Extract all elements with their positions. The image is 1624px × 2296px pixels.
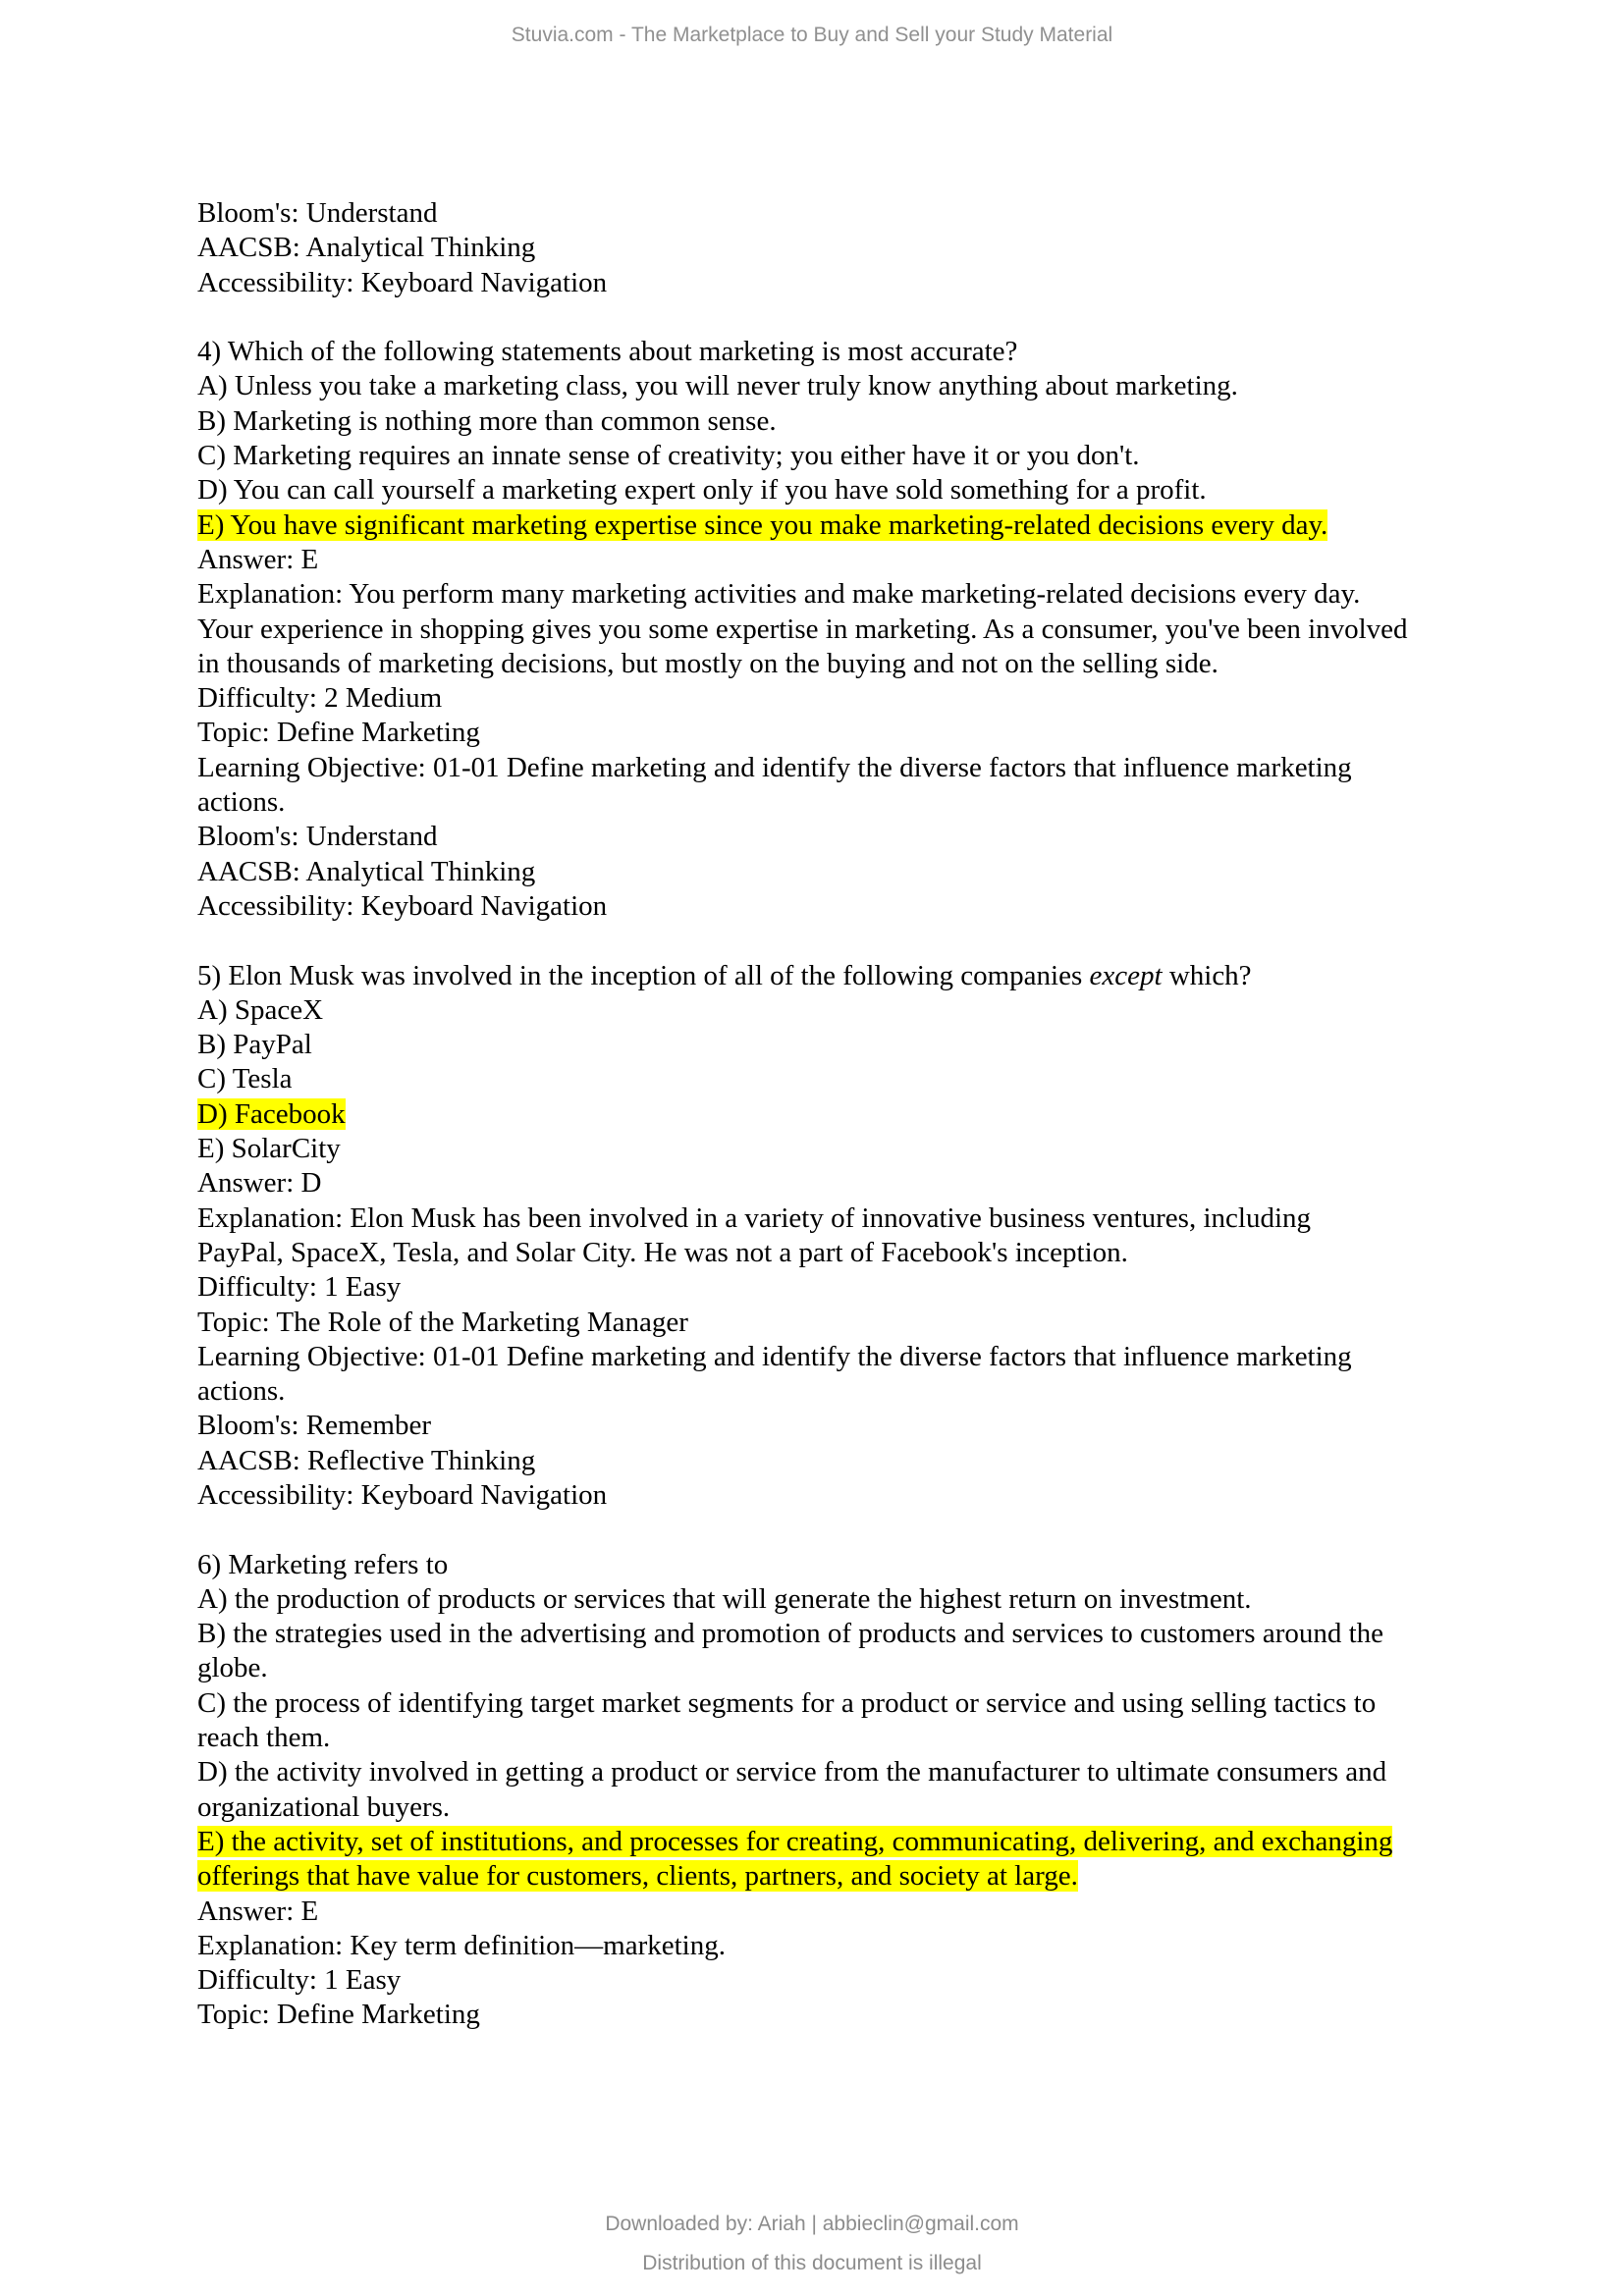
question-4-topic: Topic: Define Marketing xyxy=(197,717,480,749)
blank-line xyxy=(197,300,1493,335)
highlighted-answer: D) Facebook xyxy=(197,1097,346,1130)
text-line: Accessibility: Keyboard Navigation xyxy=(197,266,608,298)
question-5-option-b: B) PayPal xyxy=(197,1029,312,1061)
question-4-difficulty: Difficulty: 2 Medium xyxy=(197,682,443,715)
question-5-learning-objective: Learning Objective: 01-01 Define marketing and identify the diverse factors that influence marketing xyxy=(197,1340,1352,1372)
highlighted-answer: E) the activity, set of institutions, and processes for creating, communicating, delivering, and exchanging xyxy=(197,1825,1393,1857)
document-body xyxy=(197,196,1493,2033)
question-4-explanation: Your experience in shopping gives you some expertise in marketing. As a consumer, you've been involved xyxy=(197,613,1408,645)
question-6-option-a: A) the production of products or services that will generate the highest return on investment. xyxy=(197,1582,1252,1615)
question-6-option-e xyxy=(197,1859,1493,1894)
question-4-option-a: A) Unless you take a marketing class, you will never truly know anything about marketing. xyxy=(197,370,1238,402)
question-4-explanation: in thousands of marketing decisions, but mostly on the buying and not on the selling side. xyxy=(197,647,1218,679)
question-4-accessibility: Accessibility: Keyboard Navigation xyxy=(197,889,608,922)
highlighted-answer: offerings that have value for customers, clients, partners, and society at large. xyxy=(197,1860,1078,1893)
question-5-stem-text: 5) Elon Musk was involved in the inception of all of the following companies xyxy=(197,959,1090,991)
question-6-explanation: Explanation: Key term definition—marketing. xyxy=(197,1929,726,1961)
question-5-blooms: Bloom's: Remember xyxy=(197,1410,432,1442)
question-5-accessibility: Accessibility: Keyboard Navigation xyxy=(197,1478,608,1511)
question-6-difficulty: Difficulty: 1 Easy xyxy=(197,1964,402,1997)
question-5-aacsb: AACSB: Reflective Thinking xyxy=(197,1444,536,1476)
question-5-stem xyxy=(197,959,1493,993)
blank-line xyxy=(197,924,1493,958)
question-6-option-b: globe. xyxy=(197,1652,268,1684)
question-4-explanation: Explanation: You perform many marketing activities and make marketing-related decisions every day. xyxy=(197,578,1361,611)
question-5-explanation: PayPal, SpaceX, Tesla, and Solar City. He was not a part of Facebook's inception. xyxy=(197,1236,1128,1268)
question-6-stem: 6) Marketing refers to xyxy=(197,1548,449,1580)
blank-line xyxy=(197,1513,1493,1547)
question-6-option-c: C) the process of identifying target market segments for a product or service and using selling tactics to xyxy=(197,1686,1377,1719)
question-5-option-c: C) Tesla xyxy=(197,1063,293,1095)
question-6-answer: Answer: E xyxy=(197,1895,319,1927)
question-4-learning-objective: Learning Objective: 01-01 Define marketing and identify the diverse factors that influence marketing xyxy=(197,751,1352,783)
question-4-blooms: Bloom's: Understand xyxy=(197,821,438,853)
footer-distribution-notice: Distribution of this document is illegal xyxy=(642,2252,982,2274)
question-6-topic: Topic: Define Marketing xyxy=(197,1999,480,2031)
question-4-aacsb: AACSB: Analytical Thinking xyxy=(197,855,536,887)
question-5-option-a: A) SpaceX xyxy=(197,993,324,1026)
question-4-option-b: B) Marketing is nothing more than common sense. xyxy=(197,404,777,437)
question-4-answer: Answer: E xyxy=(197,543,319,575)
question-5-option-e: E) SolarCity xyxy=(197,1133,341,1165)
question-5-stem-text: which? xyxy=(1162,959,1252,991)
text-line: AACSB: Analytical Thinking xyxy=(197,232,536,264)
question-5-explanation: Explanation: Elon Musk has been involved in a variety of innovative business ventures, including xyxy=(197,1201,1312,1234)
question-5-learning-objective: actions. xyxy=(197,1375,286,1408)
page-header: Stuvia.com - The Marketplace to Buy and Sell your Study Material xyxy=(511,24,1113,46)
question-5-emphasis: except xyxy=(1089,959,1163,991)
question-6-option-b: B) the strategies used in the advertising and promotion of products and services to customers around the xyxy=(197,1618,1384,1650)
question-6-option-d: organizational buyers. xyxy=(197,1790,451,1823)
question-6-option-d: D) the activity involved in getting a product or service from the manufacturer to ultimate consumers and xyxy=(197,1756,1387,1789)
text-line: Bloom's: Understand xyxy=(197,197,438,229)
question-6-option-e xyxy=(197,1825,1493,1859)
question-5-option-d xyxy=(197,1097,1493,1132)
question-4-option-c: C) Marketing requires an innate sense of creativity; you either have it or you don't. xyxy=(197,440,1140,472)
question-5-difficulty: Difficulty: 1 Easy xyxy=(197,1271,402,1304)
question-4-option-d: D) You can call yourself a marketing expert only if you have sold something for a profit. xyxy=(197,474,1207,507)
footer-downloaded-by: Downloaded by: Ariah | abbieclin@gmail.com xyxy=(605,2213,1019,2235)
question-5-topic: Topic: The Role of the Marketing Manager xyxy=(197,1306,688,1338)
question-4-option-e xyxy=(197,508,1493,543)
highlighted-answer: E) You have significant marketing expertise since you make marketing-related decisions every day. xyxy=(197,508,1328,541)
question-4-learning-objective: actions. xyxy=(197,786,286,819)
question-4-stem: 4) Which of the following statements about marketing is most accurate? xyxy=(197,336,1018,368)
question-5-answer: Answer: D xyxy=(197,1167,322,1200)
question-6-option-c: reach them. xyxy=(197,1722,331,1754)
